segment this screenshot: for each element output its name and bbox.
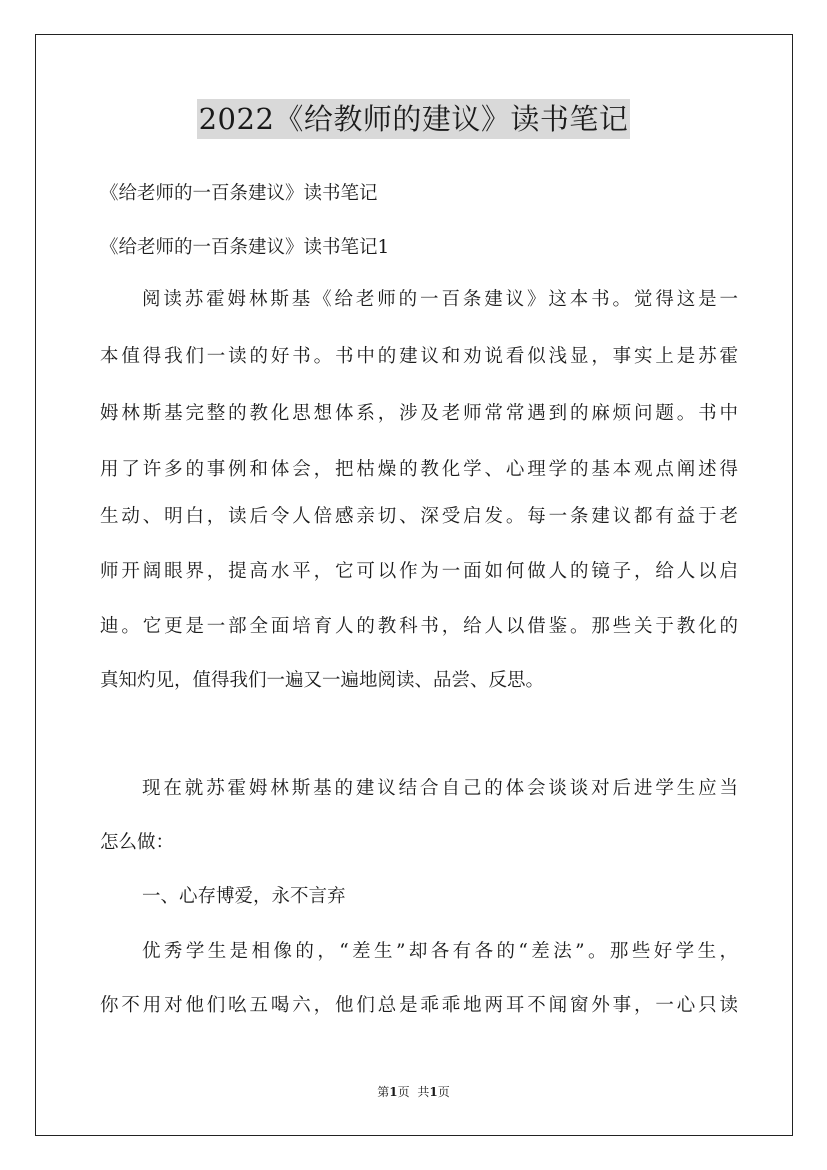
paragraph-3-line-2: 你不用对他们吆五喝六，他们总是乖乖地两耳不闻窗外事，一心只读 [100, 995, 738, 1016]
page-footer [0, 1083, 827, 1100]
paragraph-1-line-5: 生动、明白，读后令人倍感亲切、深受启发。每一条建议都有益于老 [100, 506, 738, 527]
paragraph-2-line-1: 现在就苏霍姆林斯基的建议结合自己的体会谈谈对后进学生应当 [142, 778, 738, 799]
paragraph-1-line-7: 迪。它更是一部全面培育人的教科书，给人以借鉴。那些关于教化的 [100, 616, 738, 637]
paragraph-2-line-2: 怎么做： [100, 832, 175, 853]
footer-page-suffix: 页 [397, 1085, 410, 1099]
paragraph-1-line-1: 阅读苏霍姆林斯基《给老师的一百条建议》这本书。觉得这是一 [142, 289, 738, 310]
paragraph-3-line-1: 优秀学生是相像的，“差生”却各有各的“差法”。那些好学生， [142, 941, 738, 962]
section-heading-1: 一、心存博爱，永不言弃 [142, 886, 346, 907]
paragraph-1-line-3: 姆林斯基完整的教化思想体系，涉及老师常常遇到的麻烦问题。书中 [100, 403, 738, 424]
footer-total-prefix: 共 [417, 1085, 430, 1099]
subtitle-1: 《给老师的一百条建议》读书笔记 [100, 183, 378, 204]
document-title: 2022《给教师的建议》读书笔记 [197, 99, 631, 139]
title-container [0, 99, 827, 139]
paragraph-1-line-6: 师开阔眼界，提高水平，它可以作为一面如何做人的镜子，给人以启 [100, 561, 738, 582]
paragraph-1-line-2: 本值得我们一读的好书。书中的建议和劝说看似浅显，事实上是苏霍 [100, 346, 738, 367]
paragraph-1-line-8: 真知灼见，值得我们一遍又一遍地阅读、品尝、反思。 [100, 670, 545, 691]
footer-page-prefix: 第 [377, 1085, 390, 1099]
footer-page-number: 1 [389, 1085, 398, 1099]
paragraph-1-line-4: 用了许多的事例和体会，把枯燥的教化学、心理学的基本观点阐述得 [100, 459, 738, 480]
subtitle-2: 《给老师的一百条建议》读书笔记1 [100, 237, 390, 258]
footer-total-suffix: 页 [437, 1085, 450, 1099]
footer-total-pages: 1 [429, 1085, 438, 1099]
